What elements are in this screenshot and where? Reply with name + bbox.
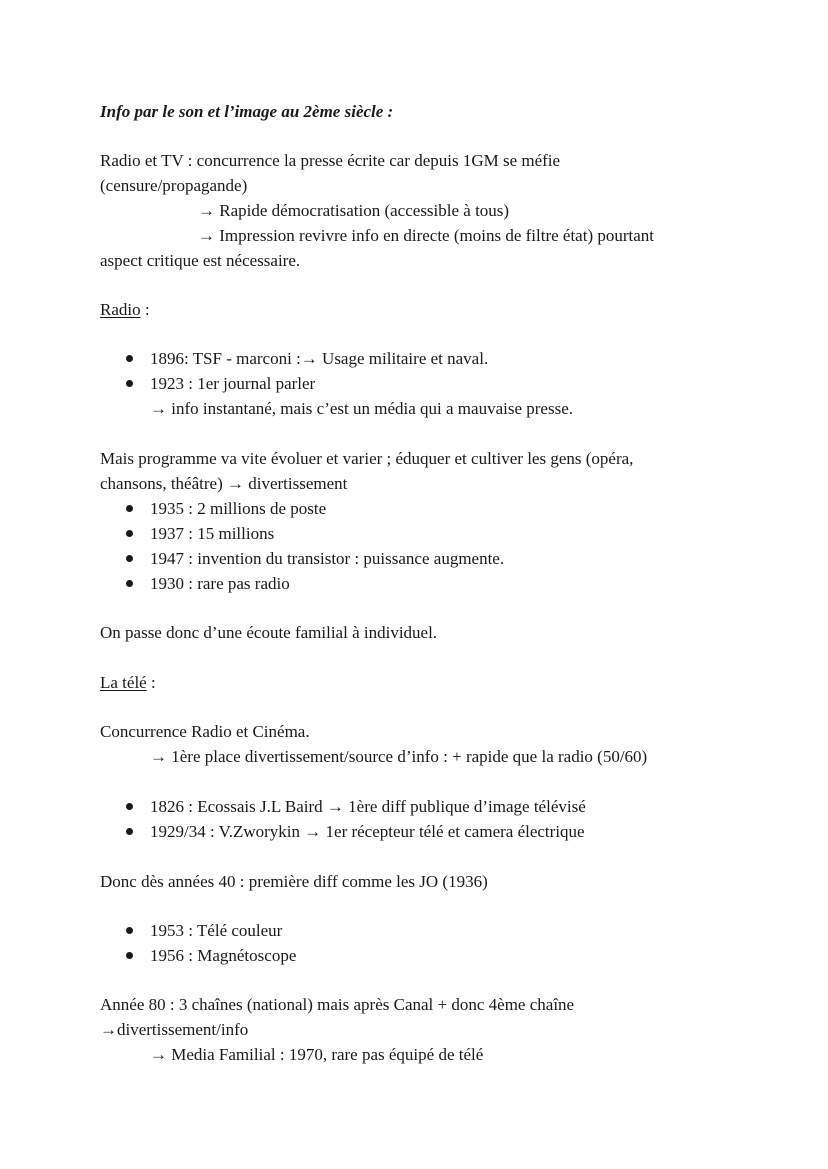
paragraph-line: chansons, théâtre) → divertissement [100,474,348,493]
intro-line: aspect critique est nécessaire. [100,251,301,270]
paragraph-line: Mais programme va vite évoluer et varier ; éduquer et cultiver les gens (opéra, [100,449,634,468]
section-heading-radio [100,297,150,322]
bullet-dot [126,927,133,934]
list-item: 1929/34 : V.Zworykin → 1er récepteur télé et camera électrique [150,822,585,841]
arrow-line: → Media Familial : 1970, rare pas équipé de télé [150,1045,484,1064]
bullet-dot [126,952,133,959]
section-heading-tele [100,670,156,695]
list-item: 1947 : invention du transistor : puissance augmente. [150,549,505,568]
bullet-dot [126,580,133,587]
section-heading-tele-label: La télé [100,673,147,692]
heading-colon: : [140,300,150,319]
list-item: 1923 : 1er journal parler [150,374,316,393]
paragraph-line: On passe donc d’une écoute familial à individuel. [100,623,438,642]
paragraph-line: Année 80 : 3 chaînes (national) mais après Canal + donc 4ème chaîne [100,995,575,1014]
intro-arrow-line: → Impression revivre info en directe (moins de filtre état) pourtant [198,226,655,245]
bullet-dot [126,355,133,362]
list-item: 1956 : Magnétoscope [150,946,297,965]
intro-arrow-line: → Rapide démocratisation (accessible à tous) [198,201,510,220]
intro-line: (censure/propagande) [100,176,248,195]
section-heading-radio-label: Radio [100,300,141,319]
list-item: 1953 : Télé couleur [150,921,283,940]
heading-colon: : [146,673,156,692]
intro-line: Radio et TV : concurrence la presse écrite car depuis 1GM se méfie [100,151,561,170]
list-item: 1896: TSF - marconi :→ Usage militaire et naval. [150,349,489,368]
paragraph-line: Donc dès années 40 : première diff comme les JO (1936) [100,872,488,891]
bullet-dot [126,803,133,810]
arrow-line: → 1ère place divertissement/source d’info : + rapide que la radio (50/60) [150,747,648,766]
paragraph-line: Concurrence Radio et Cinéma. [100,722,310,741]
list-item: 1935 : 2 millions de poste [150,499,327,518]
list-item: 1930 : rare pas radio [150,574,290,593]
bullet-dot [126,555,133,562]
list-item: 1937 : 15 millions [150,524,275,543]
bullet-dot [126,380,133,387]
list-item: 1826 : Ecossais J.L Baird → 1ère diff publique d’image télévisé [150,797,586,816]
list-subline: → info instantané, mais c’est un média qui a mauvaise presse. [150,399,573,418]
paragraph-line: →divertissement/info [100,1020,249,1039]
bullet-dot [126,530,133,537]
page-title: Info par le son et l’image au 2ème siècle : [100,102,394,121]
bullet-dot [126,505,133,512]
bullet-dot [126,828,133,835]
